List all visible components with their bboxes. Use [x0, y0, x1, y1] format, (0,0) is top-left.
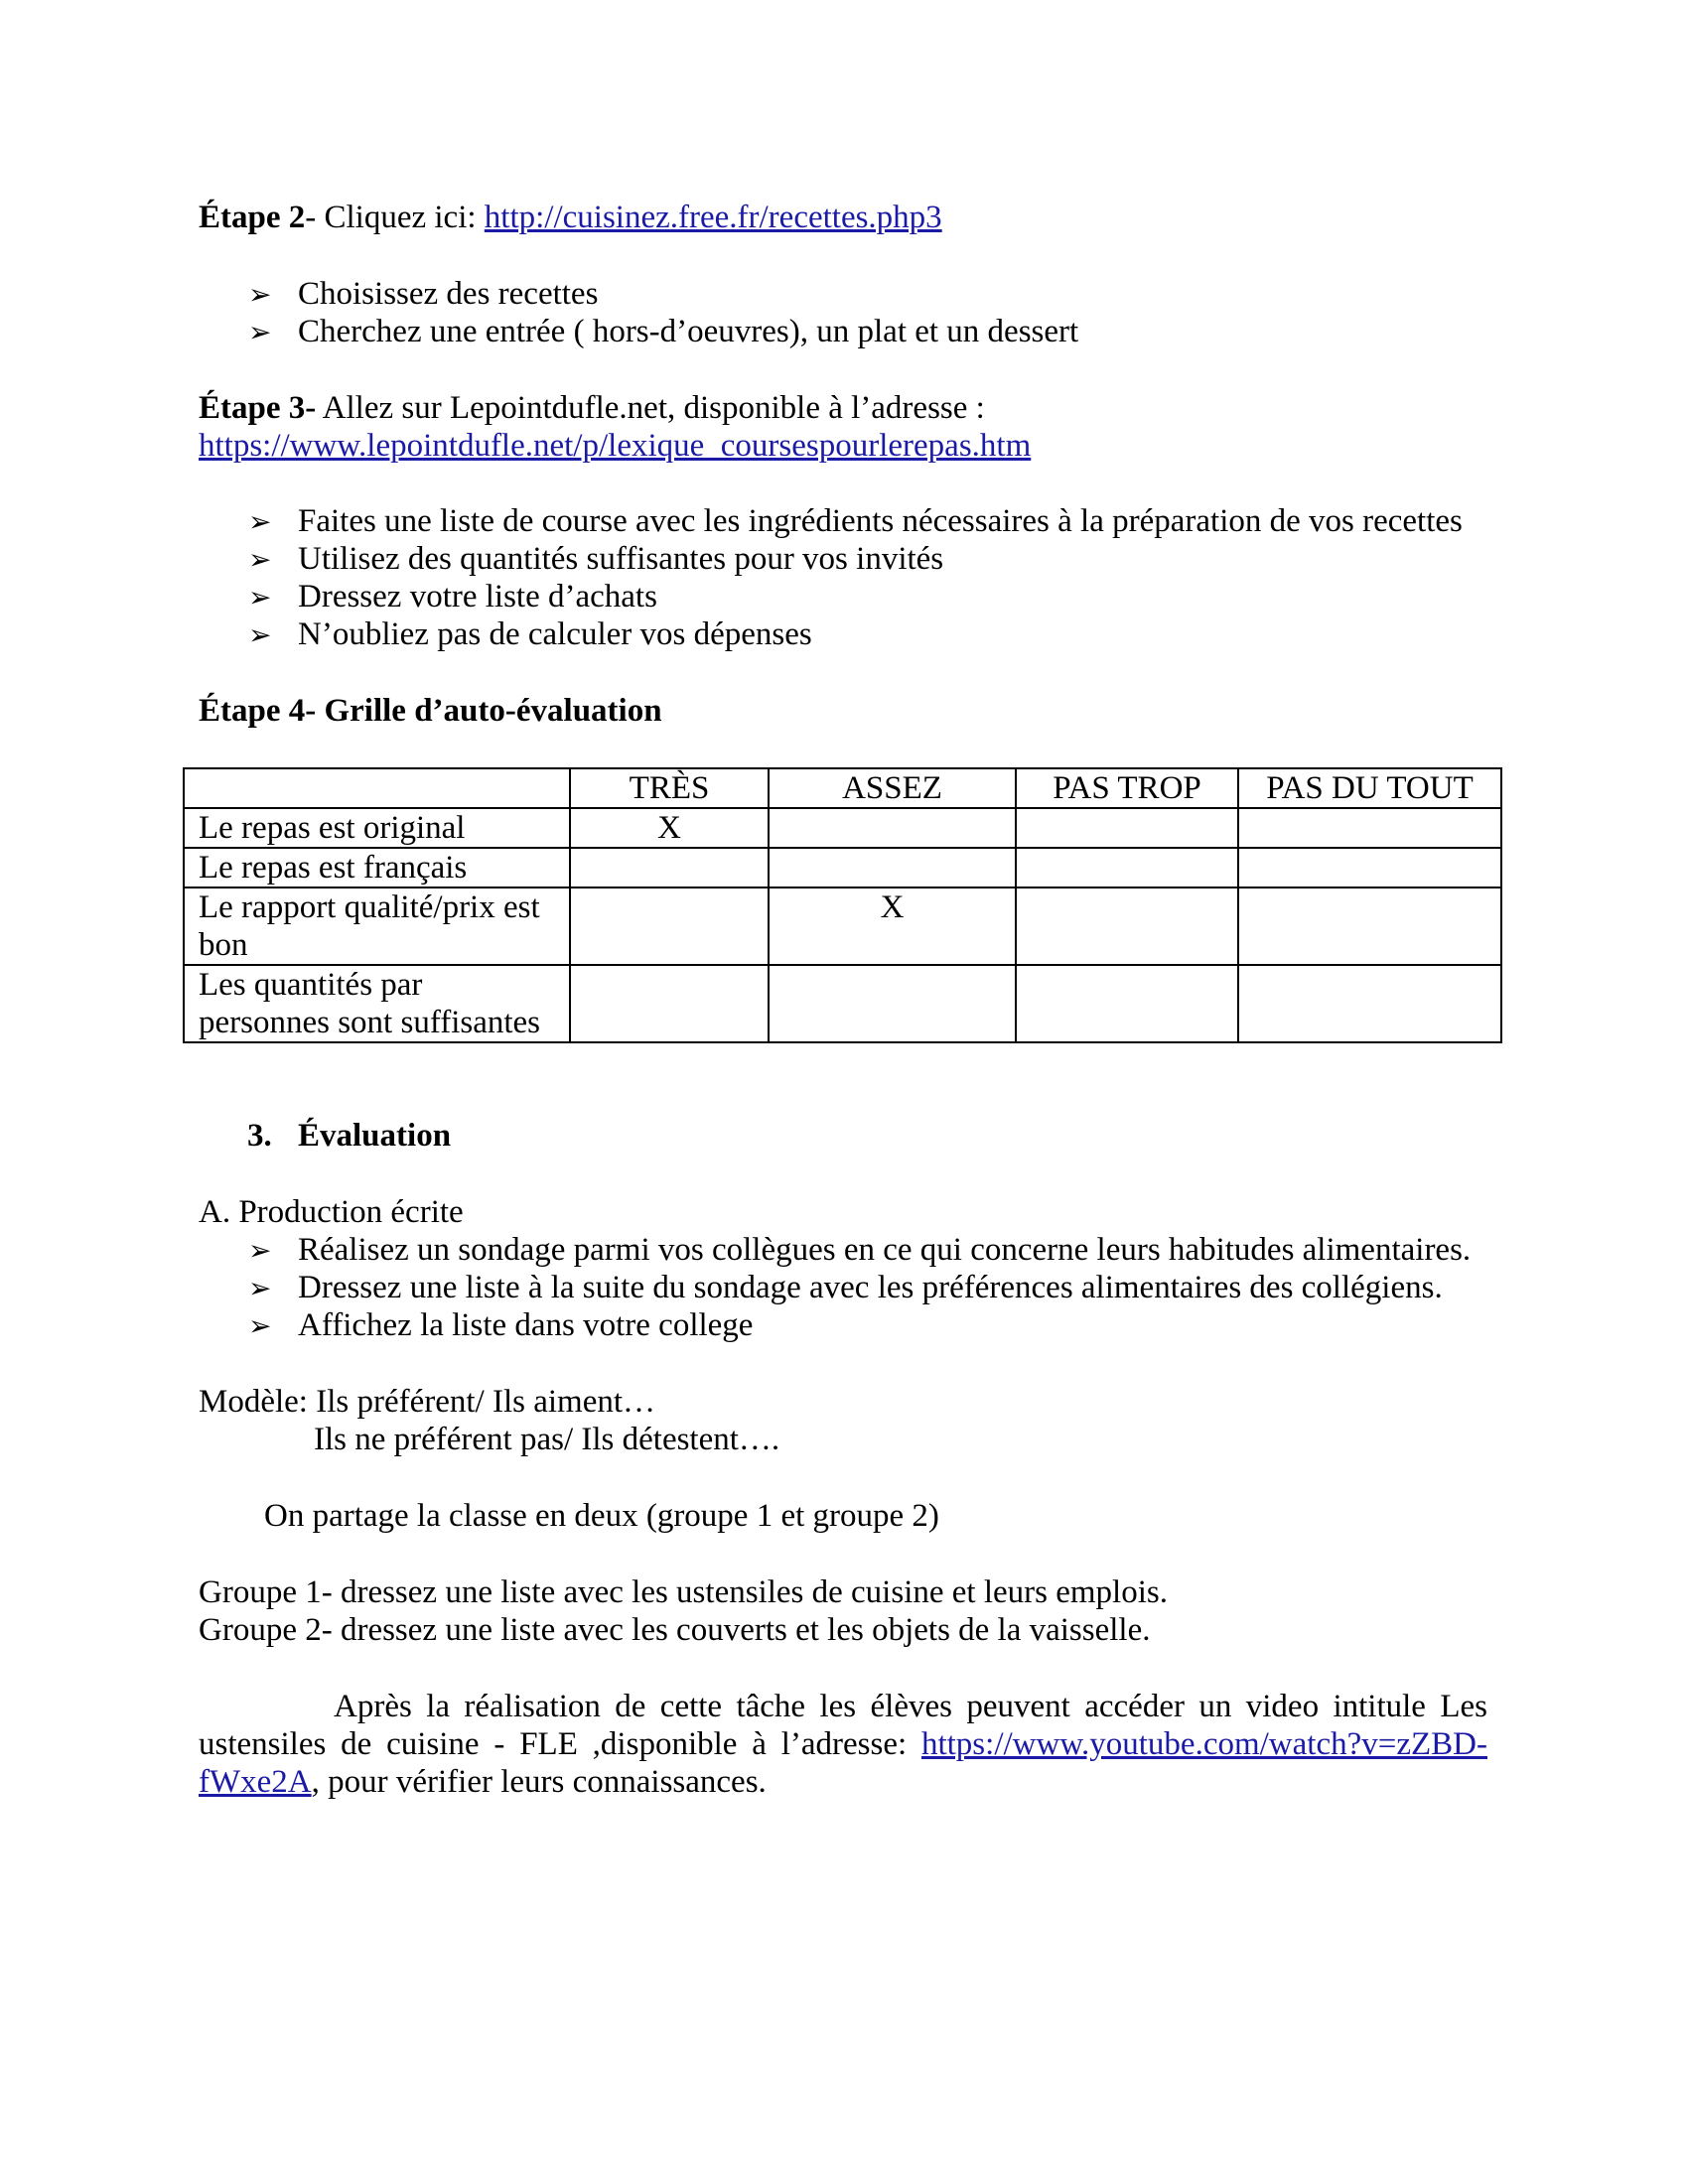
- table-cell: [1016, 965, 1238, 1042]
- section3-number: 3.: [247, 1118, 272, 1154]
- etape3-bullet-3: Dressez votre liste d’achats: [298, 579, 657, 614]
- table-row: [184, 965, 1501, 1042]
- section3-bullet-2: Dressez une liste à la suite du sondage avec les préférences alimentaires des collégiens.: [298, 1270, 1443, 1305]
- table-cell: [570, 965, 769, 1042]
- etape3-bullet-1: Faites une liste de course avec les ingrédients nécessaires à la préparation de vos recettes: [298, 503, 1463, 539]
- etape2-link[interactable]: http://cuisinez.free.fr/recettes.php3: [484, 200, 942, 235]
- final-paragraph: Après la réalisation de cette tâche les élèves peuvent accéder un video intitule Les ustensiles de cuisine - FLE ,disponible à l’adresse: https://www.youtube.com/watch?v=zZBD-fWxe2A, pour vérifier leurs connaissances.: [199, 1689, 1487, 1800]
- groupe2-line: Groupe 2- dressez une liste avec les couverts et les objets de la vaisselle.: [199, 1612, 1151, 1648]
- bullet-arrow-icon: ➢: [248, 1309, 272, 1342]
- bullet-arrow-icon: ➢: [248, 543, 272, 576]
- etape3-line: [199, 389, 985, 427]
- modele-line: Modèle: Ils préférent/ Ils aiment…: [199, 1384, 656, 1420]
- etape3-label: Étape 3-: [199, 390, 317, 426]
- bullet-arrow-icon: ➢: [248, 1272, 272, 1304]
- bullet-arrow-icon: ➢: [248, 316, 272, 348]
- table-cell: [1238, 808, 1501, 848]
- column-header: [184, 768, 570, 808]
- table-cell: [1238, 887, 1501, 965]
- self-evaluation-table: [183, 767, 1502, 1043]
- section3-title: Évaluation: [298, 1118, 452, 1154]
- column-header: ASSEZ: [769, 768, 1016, 808]
- etape3-bullet-2: Utilisez des quantités suffisantes pour vos invités: [298, 541, 944, 577]
- etape2-line: [199, 199, 942, 236]
- section3-bullet-3: Affichez la liste dans votre college: [298, 1307, 754, 1343]
- table-row: [184, 808, 1501, 848]
- table-cell: [1238, 965, 1501, 1042]
- modele-line-2: Ils ne préférent pas/ Ils détestent….: [314, 1422, 780, 1457]
- etape2-bullet-2: Cherchez une entrée ( hors-d’oeuvres), un plat et un dessert: [298, 314, 1079, 349]
- etape3-bullet-4: N’oubliez pas de calculer vos dépenses: [298, 616, 812, 652]
- row-label: Le rapport qualité/prix est bon: [184, 887, 570, 965]
- row-label: Les quantités par personnes sont suffisantes: [184, 965, 570, 1042]
- column-header: PAS TROP: [1016, 768, 1238, 808]
- etape2-label: Étape 2: [199, 200, 306, 235]
- etape3-link-line: [199, 427, 1031, 465]
- bullet-arrow-icon: ➢: [248, 618, 272, 651]
- column-header: TRÈS: [570, 768, 769, 808]
- table-cell: X: [769, 887, 1016, 965]
- production-ecrite-heading: A. Production écrite: [199, 1194, 464, 1230]
- table-cell: [1016, 808, 1238, 848]
- groupe1-line: Groupe 1- dressez une liste avec les ustensiles de cuisine et leurs emplois.: [199, 1574, 1168, 1610]
- table-header-row: [184, 768, 1501, 808]
- section3-bullet-1: Réalisez un sondage parmi vos collègues en ce qui concerne leurs habitudes alimentaires.: [298, 1232, 1472, 1268]
- column-header: PAS DU TOUT: [1238, 768, 1501, 808]
- table-cell: [570, 848, 769, 887]
- etape4-title: Étape 4- Grille d’auto-évaluation: [199, 693, 662, 729]
- bullet-arrow-icon: ➢: [248, 581, 272, 614]
- table-cell: [769, 808, 1016, 848]
- table-cell: [1238, 848, 1501, 887]
- row-label: Le repas est français: [184, 848, 570, 887]
- table-cell: [1016, 887, 1238, 965]
- etape3-text: Allez sur Lepointdufle.net, disponible à l’adresse :: [316, 390, 985, 426]
- etape3-link[interactable]: https://www.lepointdufle.net/p/lexique_coursespourlerepas.htm: [199, 428, 1032, 464]
- etape2-text: - Cliquez ici:: [305, 200, 485, 235]
- table-cell: [769, 965, 1016, 1042]
- table-cell: [570, 887, 769, 965]
- table-cell: [1016, 848, 1238, 887]
- youtube-link[interactable]: https://www.youtube.com/watch?v=zZBD-fWxe2A: [199, 1726, 1487, 1800]
- row-label: Le repas est original: [184, 808, 570, 848]
- etape2-bullet-1: Choisissez des recettes: [298, 276, 599, 312]
- bullet-arrow-icon: ➢: [248, 505, 272, 538]
- partage-line: On partage la classe en deux (groupe 1 et groupe 2): [264, 1498, 939, 1534]
- table-row: [184, 848, 1501, 887]
- bullet-arrow-icon: ➢: [248, 1234, 272, 1267]
- table-row: [184, 887, 1501, 965]
- table-cell: X: [570, 808, 769, 848]
- table-cell: [769, 848, 1016, 887]
- bullet-arrow-icon: ➢: [248, 278, 272, 311]
